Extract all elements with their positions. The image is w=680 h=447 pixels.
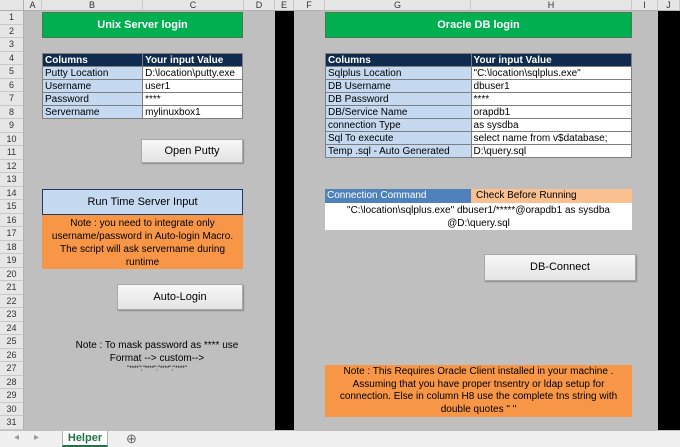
row-header[interactable]: 23 <box>0 308 24 322</box>
table-row <box>43 93 243 106</box>
select-all-corner[interactable] <box>0 0 24 11</box>
row-header[interactable]: 29 <box>0 389 24 403</box>
row-header[interactable]: 28 <box>0 376 24 390</box>
row-header[interactable]: 9 <box>0 119 24 133</box>
tab-helper[interactable]: Helper <box>62 431 108 447</box>
sheet-tab-bar <box>0 430 680 447</box>
unix-header-columns: Columns <box>43 54 143 67</box>
oracle-label-sql-to-execute: Sql To execute <box>326 132 472 145</box>
mask-note-line-1: Note : To mask password as **** use <box>75 340 239 351</box>
column-header-c[interactable]: C <box>143 0 244 11</box>
row-header[interactable]: 21 <box>0 281 24 295</box>
oracle-header-columns: Columns <box>326 54 472 67</box>
column-header-d[interactable]: D <box>244 0 275 11</box>
table-row <box>326 93 632 106</box>
row-header[interactable]: 7 <box>0 92 24 106</box>
oracle-label-connection-type: connection Type <box>326 119 472 132</box>
unix-value-putty-location[interactable]: D:\location\putty.exe <box>143 67 243 80</box>
unix-label-password: Password <box>43 93 143 106</box>
scroll-tabs-left-icon[interactable]: ◂ <box>14 432 20 443</box>
table-header-row <box>43 54 243 67</box>
table-row <box>43 80 243 93</box>
runtime-server-input-header: Run Time Server Input <box>42 189 243 215</box>
mask-password-note <box>42 339 272 373</box>
row-header[interactable]: 18 <box>0 241 24 255</box>
row-header[interactable]: 3 <box>0 38 24 52</box>
runtime-note: Note : you need to integrate only username/password in Auto-login Macro. The script will ask servername during runtime <box>42 215 243 269</box>
row-header[interactable]: 26 <box>0 349 24 363</box>
unix-input-table <box>42 53 243 119</box>
mask-note-line-2: Format --> custom--> <box>109 353 205 364</box>
table-row <box>326 67 632 80</box>
row-header[interactable]: 12 <box>0 160 24 174</box>
oracle-login-title: Oracle DB login <box>325 12 632 38</box>
oracle-label-sqlplus-location: Sqlplus Location <box>326 67 472 80</box>
column-header-f[interactable]: F <box>294 0 325 11</box>
row-header[interactable]: 25 <box>0 335 24 349</box>
oracle-label-temp-sql: Temp .sql - Auto Generated <box>326 145 472 158</box>
table-row <box>326 80 632 93</box>
mask-note-line-3: "****";"****";"****";"****" <box>127 366 187 372</box>
oracle-value-db-username[interactable]: dbuser1 <box>471 80 631 93</box>
row-header[interactable]: 15 <box>0 200 24 214</box>
oracle-value-sql-to-execute[interactable]: select name from v$database; <box>471 132 631 145</box>
table-row <box>326 119 632 132</box>
table-row <box>326 106 632 119</box>
row-header[interactable]: 1 <box>0 11 24 25</box>
row-header[interactable]: 24 <box>0 322 24 336</box>
table-row <box>326 132 632 145</box>
table-row <box>43 67 243 80</box>
row-header[interactable]: 16 <box>0 214 24 228</box>
column-header-h[interactable]: H <box>471 0 632 11</box>
row-header[interactable]: 2 <box>0 25 24 39</box>
db-connect-button[interactable]: DB-Connect <box>484 254 636 281</box>
table-row <box>326 145 632 158</box>
oracle-value-service-name[interactable]: orapdb1 <box>471 106 631 119</box>
unix-value-servername[interactable]: mylinuxbox1 <box>143 106 243 119</box>
row-header[interactable]: 31 <box>0 416 24 430</box>
auto-login-button[interactable]: Auto-Login <box>117 284 243 310</box>
connection-command-text[interactable]: "C:\location\sqlplus.exe" dbuser1/*****@orapdb1 as sysdba @D:\query.sql <box>325 203 632 230</box>
row-header[interactable]: 22 <box>0 295 24 309</box>
connection-command-label: Connection Command <box>325 189 471 203</box>
row-header[interactable]: 4 <box>0 52 24 66</box>
column-header-g[interactable]: G <box>325 0 471 11</box>
row-header[interactable]: 5 <box>0 65 24 79</box>
row-header[interactable]: 20 <box>0 268 24 282</box>
column-header-e[interactable]: E <box>275 0 294 11</box>
unix-header-value: Your input Value <box>143 54 243 67</box>
oracle-value-temp-sql[interactable]: D:\query.sql <box>471 145 631 158</box>
open-putty-button[interactable]: Open Putty <box>141 139 243 163</box>
row-header[interactable]: 13 <box>0 173 24 187</box>
oracle-value-connection-type[interactable]: as sysdba <box>471 119 631 132</box>
unix-value-username[interactable]: user1 <box>143 80 243 93</box>
table-row <box>43 106 243 119</box>
oracle-label-service-name: DB/Service Name <box>326 106 472 119</box>
oracle-input-table <box>325 53 632 158</box>
column-header-j[interactable]: J <box>658 0 680 11</box>
row-header[interactable]: 27 <box>0 362 24 376</box>
row-header[interactable]: 17 <box>0 227 24 241</box>
row-header[interactable]: 19 <box>0 254 24 268</box>
scroll-tabs-right-icon[interactable]: ▸ <box>34 432 40 443</box>
oracle-header-value: Your input Value <box>471 54 631 67</box>
row-header[interactable]: 30 <box>0 403 24 417</box>
unix-label-username: Username <box>43 80 143 93</box>
column-j-black-fill <box>658 11 680 430</box>
row-header[interactable]: 6 <box>0 79 24 93</box>
unix-label-servername: Servername <box>43 106 143 119</box>
unix-login-title: Unix Server login <box>42 12 243 38</box>
column-header-i[interactable]: I <box>632 0 658 11</box>
row-header[interactable]: 10 <box>0 133 24 147</box>
oracle-label-db-username: DB Username <box>326 80 472 93</box>
add-sheet-icon[interactable]: ⊕ <box>126 431 137 446</box>
table-header-row <box>326 54 632 67</box>
check-before-running-label: Check Before Running <box>471 189 632 203</box>
unix-label-putty-location: Putty Location <box>43 67 143 80</box>
oracle-value-sqlplus-location[interactable]: "C:\location\sqlplus.exe" <box>471 67 631 80</box>
oracle-value-db-password[interactable]: **** <box>471 93 631 106</box>
unix-value-password[interactable]: **** <box>143 93 243 106</box>
column-e-black-fill <box>275 11 294 430</box>
oracle-label-db-password: DB Password <box>326 93 472 106</box>
row-header[interactable]: 8 <box>0 106 24 120</box>
column-header-b[interactable]: B <box>42 0 143 11</box>
column-header-a[interactable]: A <box>24 0 42 11</box>
row-header[interactable]: 11 <box>0 146 24 160</box>
oracle-client-note: Note : This Requires Oracle Client installed in your machine . Assuming that you have proper tnsentry or ldap setup for connection. Else in column H8 use the complete tns string with double quotes " " <box>325 365 632 417</box>
row-header[interactable]: 14 <box>0 187 24 201</box>
